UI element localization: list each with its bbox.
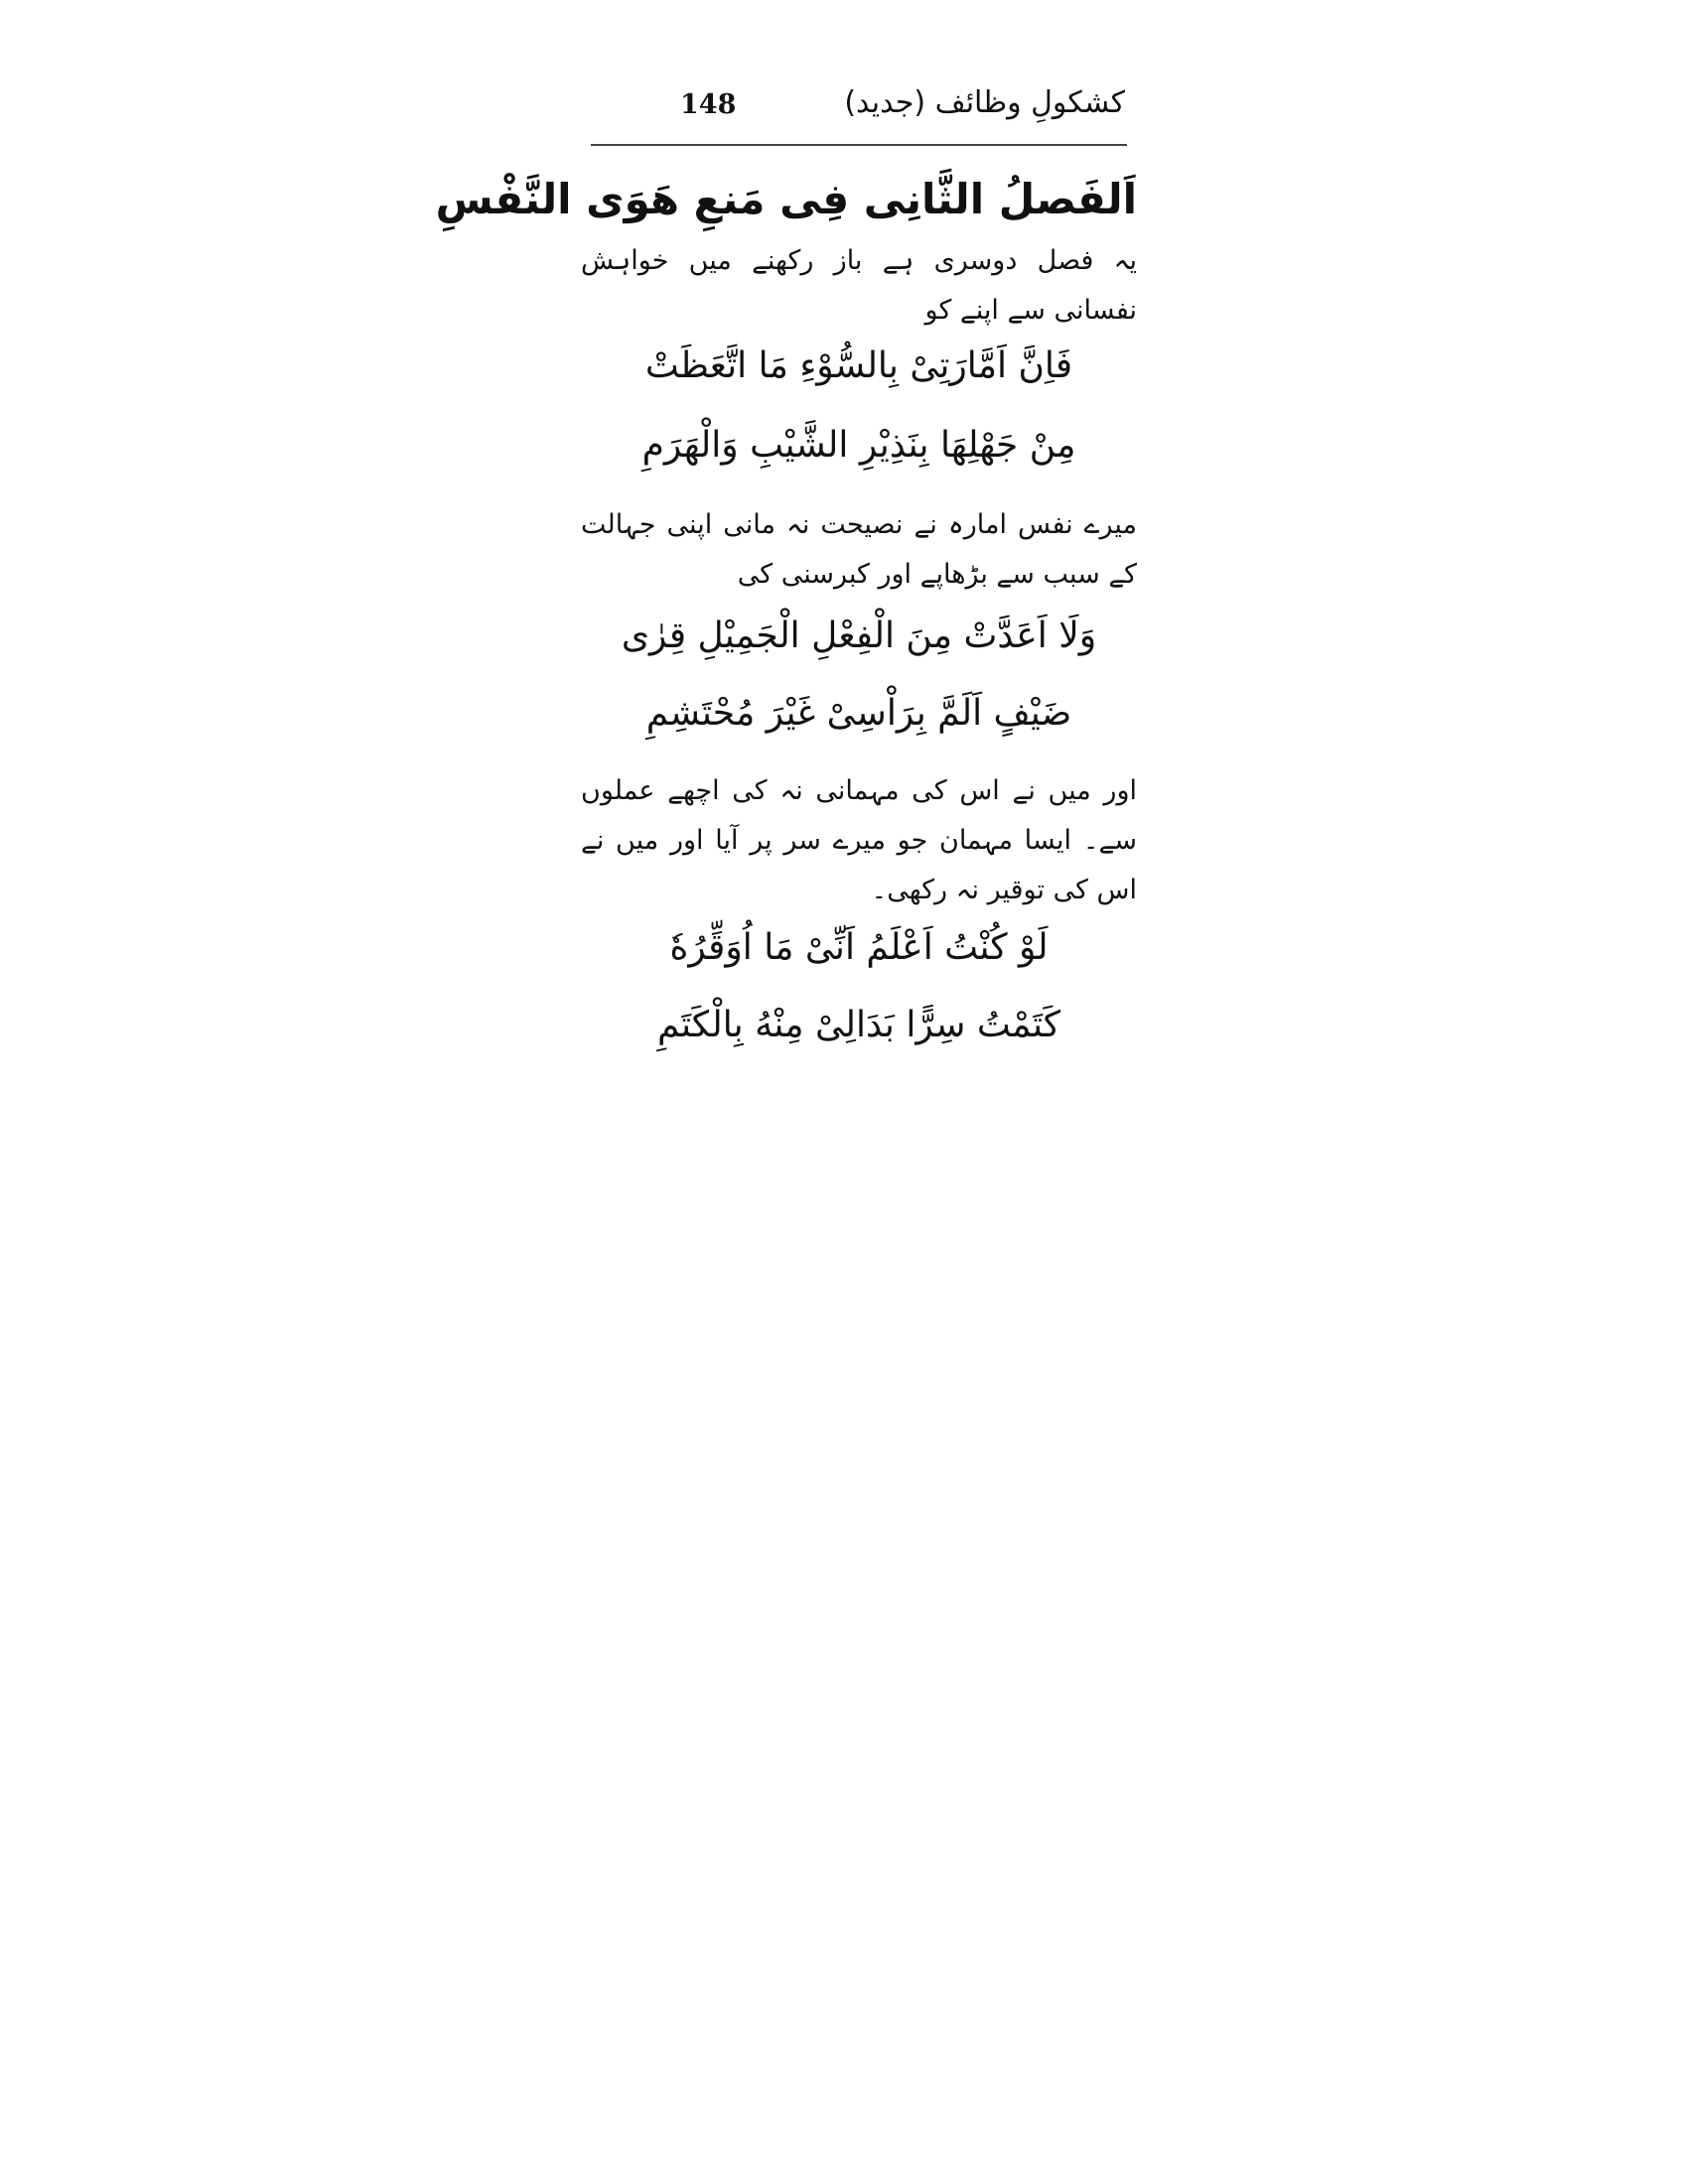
verse-2-line-a: وَلَا اَعَدَّتْ مِنَ الْفِعْلِ الْجَمِیْلِ قِرٰی — [621, 615, 1097, 656]
verse-1-line-a: فَاِنَّ اَمَّارَتِیْ بِالسُّوْءِ مَا اتَّعَظَتْ — [644, 345, 1073, 386]
page-number: 148 — [680, 89, 737, 120]
chapter-heading: اَلفَصلُ الثَّانِی فِی مَنعِ هَوَی النَّفْسِ — [435, 175, 1137, 223]
page-header — [591, 81, 1127, 137]
chapter-intro: یہ فصل دوسری ہے باز رکھنے میں خواہش نفسانی سے اپنے کو — [581, 245, 1137, 326]
verse-1-line-b: مِنْ جَهْلِهَا بِنَذِیْرِ الشَّیْبِ وَالْهَرَمِ — [641, 425, 1076, 466]
verse-1-translation: میرے نفس امارہ نے نصیحت نہ مانی اپنی جہالت کے سبب سے بڑھاپے اور کبرسنی کی — [581, 509, 1137, 590]
book-title: کشکولِ وظائف (جدید) — [844, 85, 1125, 120]
header-rule — [591, 144, 1127, 146]
verse-3-line-a: لَوْ کُنْتُ اَعْلَمُ اَنِّیْ مَا اُوَقِّرُهٗ — [669, 927, 1049, 968]
page-body — [435, 159, 1137, 1050]
verse-3-line-b: کَتَمْتُ سِرًّا بَدَالِیْ مِنْهُ بِالْکَتَمِ — [657, 1005, 1060, 1045]
verse-2-translation: اور میں نے اس کی مہمانی نہ کی اچھے عملوں سے۔ ایسا مہمان جو میرے سر پر آیا اور میں نے اس کی توقیر نہ رکھی۔ — [581, 775, 1137, 905]
verse-2-line-b: ضَیْفٍ اَلَمَّ بِرَاْسِیْ غَیْرَ مُحْتَشِمِ — [645, 693, 1072, 734]
